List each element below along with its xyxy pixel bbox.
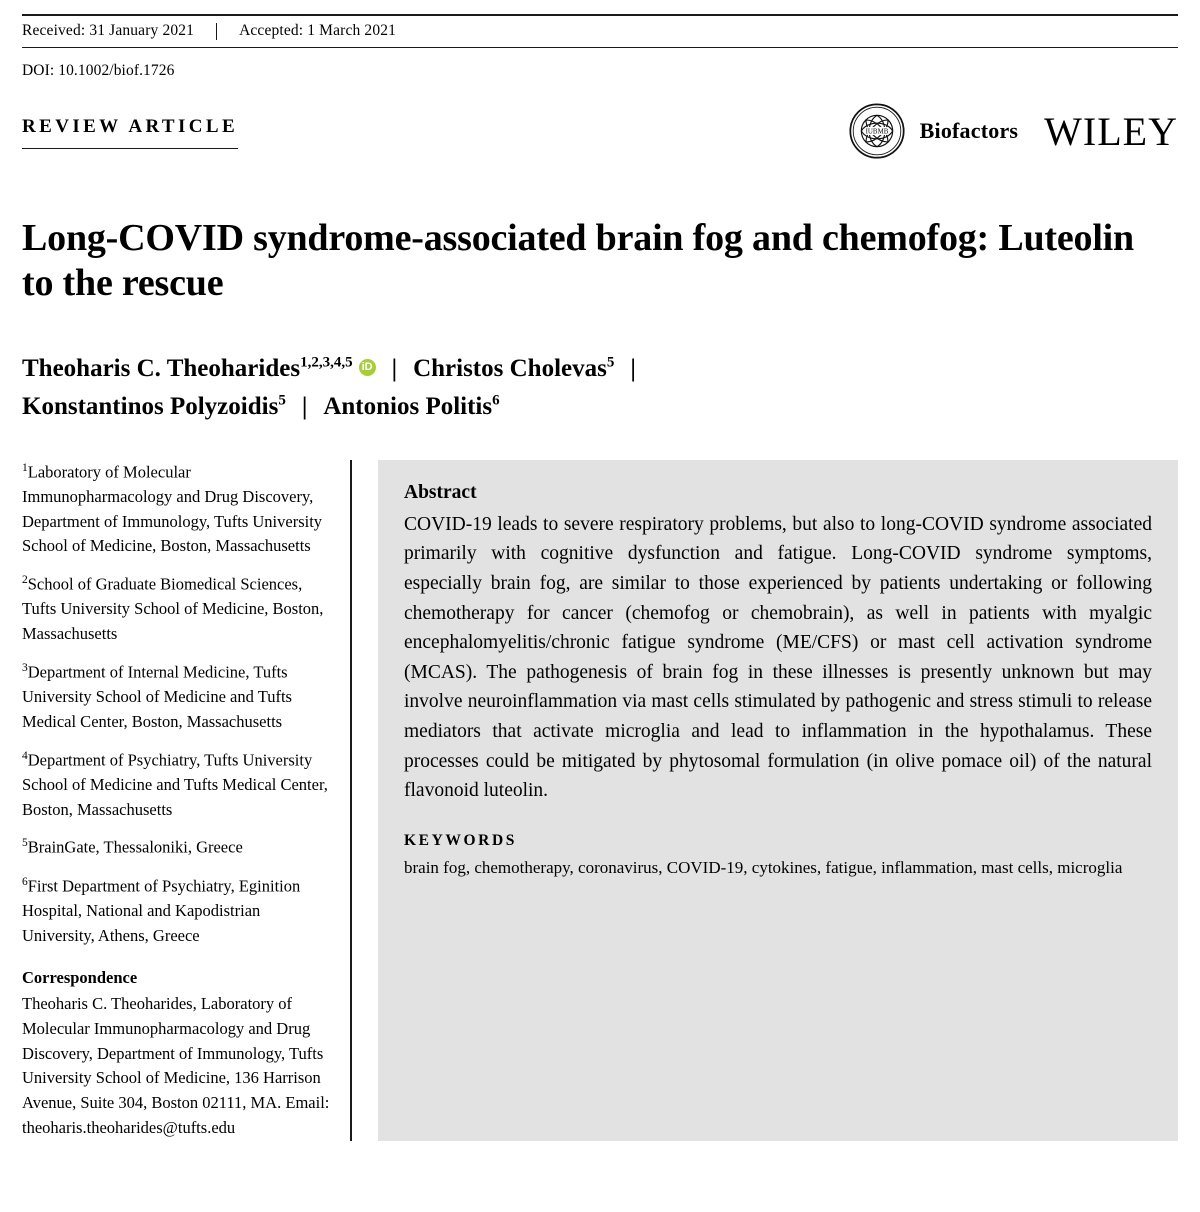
svg-text:IUBMB: IUBMB: [865, 127, 889, 136]
history-divider: [216, 23, 217, 40]
affiliation-mark: 6: [22, 875, 28, 888]
affiliation-mark: 3: [22, 661, 28, 674]
correspondence-heading: Correspondence: [22, 968, 138, 988]
doi-line: DOI: 10.1002/biof.1726: [22, 62, 175, 79]
keywords-heading: KEYWORDS: [404, 831, 517, 849]
article-type-label: REVIEW ARTICLE: [22, 116, 238, 149]
affiliation-mark: 5: [22, 837, 28, 850]
author-name: Antonios Politis: [323, 392, 493, 420]
affiliation-text: School of Graduate Biomedical Sciences, Tufts University School of Medicine, Boston, Massachusetts: [22, 574, 324, 644]
abstract-heading: Abstract: [404, 481, 477, 503]
accepted-date: Accepted: 1 March 2021: [239, 22, 397, 39]
author-affil-marks: 1,2,3,4,5: [300, 354, 353, 371]
affiliation-item: [22, 874, 332, 949]
affiliation-text: BrainGate, Thessaloniki, Greece: [27, 837, 243, 857]
publisher-name: WILEY: [1044, 108, 1178, 154]
paper-page: [0, 14, 1200, 1212]
article-history: [22, 16, 1178, 48]
affiliation-text: Laboratory of Molecular Immunopharmacology and Drug Discovery, Department of Immunology, Tufts University School of Medicine, Boston, Massachusetts: [22, 462, 323, 556]
page-title: Long-COVID syndrome-associated brain fog and chemofog: Luteolin to the rescue: [22, 217, 1134, 304]
abstract-panel: [378, 460, 1178, 1141]
affiliation-item: [22, 835, 332, 860]
author-name: Theoharis C. Theoharides: [22, 354, 301, 382]
correspondence-text: Theoharis C. Theoharides, Laboratory of Molecular Immunopharmacology and Drug Discovery, Department of Immunology, Tufts University School of Medicine, 136 Harrison Avenue, Suite 304, Boston 02111, MA. Email: theoharis.theoharides@tufts.edu: [22, 994, 330, 1137]
author-entry: [22, 393, 286, 420]
author-divider: |: [630, 354, 636, 382]
author-name: Konstantinos Polyzoidis: [22, 392, 279, 420]
affiliation-item: [22, 660, 332, 735]
affiliation-mark: 2: [22, 574, 28, 587]
affiliation-text: Department of Internal Medicine, Tufts University School of Medicine and Tufts Medical Center, Boston, Massachusetts: [22, 662, 292, 731]
received-date: Received: 31 January 2021: [22, 22, 195, 39]
body-columns: [22, 460, 1178, 1141]
affiliation-text: First Department of Psychiatry, Eginition Hospital, National and Kapodistrian University, Athens, Greece: [22, 876, 301, 945]
author-list: [22, 350, 1022, 426]
affiliation-mark: 1: [22, 461, 28, 474]
author-divider: |: [301, 392, 308, 420]
journal-logos: [848, 102, 1178, 160]
affiliation-item: [22, 748, 332, 823]
author-entry: [413, 355, 614, 382]
abstract-text: COVID-19 leads to severe respiratory problems, but also to long-COVID syndrome associated primarily with cognitive dysfunction and fatigue. Long-COVID syndrome symptoms, especially brain fog, are similar to those experienced by patients undertaking or following chemotherapy for cancer (chemofog or chemobrain), as well in patients with myalgic encephalomyelitis/chronic fatigue syndrome (ME/CFS) or mast cell activation syndrome (MCAS). The pathogenesis of brain fog in these illnesses is presently unknown but may involve neuroinflammation via mast cells stimulated by pathogenic and stress stimuli to release mediators that activate microglia and lead to inflammation in the hypothalamus. These processes could be mitigated by phytosomal formulation (in olive pomace oil) of the natural flavonoid luteolin.: [404, 513, 1152, 802]
author-affil-marks: 5: [606, 354, 615, 371]
author-entry: [22, 355, 376, 382]
affiliation-mark: 4: [22, 749, 28, 762]
orcid-icon[interactable]: iD: [359, 359, 376, 376]
author-name: Christos Cholevas: [413, 354, 607, 382]
journal-name: Biofactors: [919, 118, 1019, 143]
article-type-row: [22, 102, 1178, 164]
affiliation-item: [22, 460, 332, 560]
iubmb-logo-icon: [848, 102, 906, 160]
author-affil-marks: 6: [492, 392, 500, 409]
affiliations-column: [22, 460, 352, 1141]
author-entry: [323, 393, 499, 420]
author-affil-marks: 5: [278, 392, 286, 409]
author-divider: |: [391, 354, 398, 382]
affiliation-text: Department of Psychiatry, Tufts University School of Medicine and Tufts Medical Center, Boston, Massachusetts: [22, 750, 328, 819]
keywords-text: brain fog, chemotherapy, coronavirus, COVID-19, cytokines, fatigue, inflammation, mast cells, microglia: [404, 857, 1123, 877]
affiliation-item: [22, 572, 332, 647]
